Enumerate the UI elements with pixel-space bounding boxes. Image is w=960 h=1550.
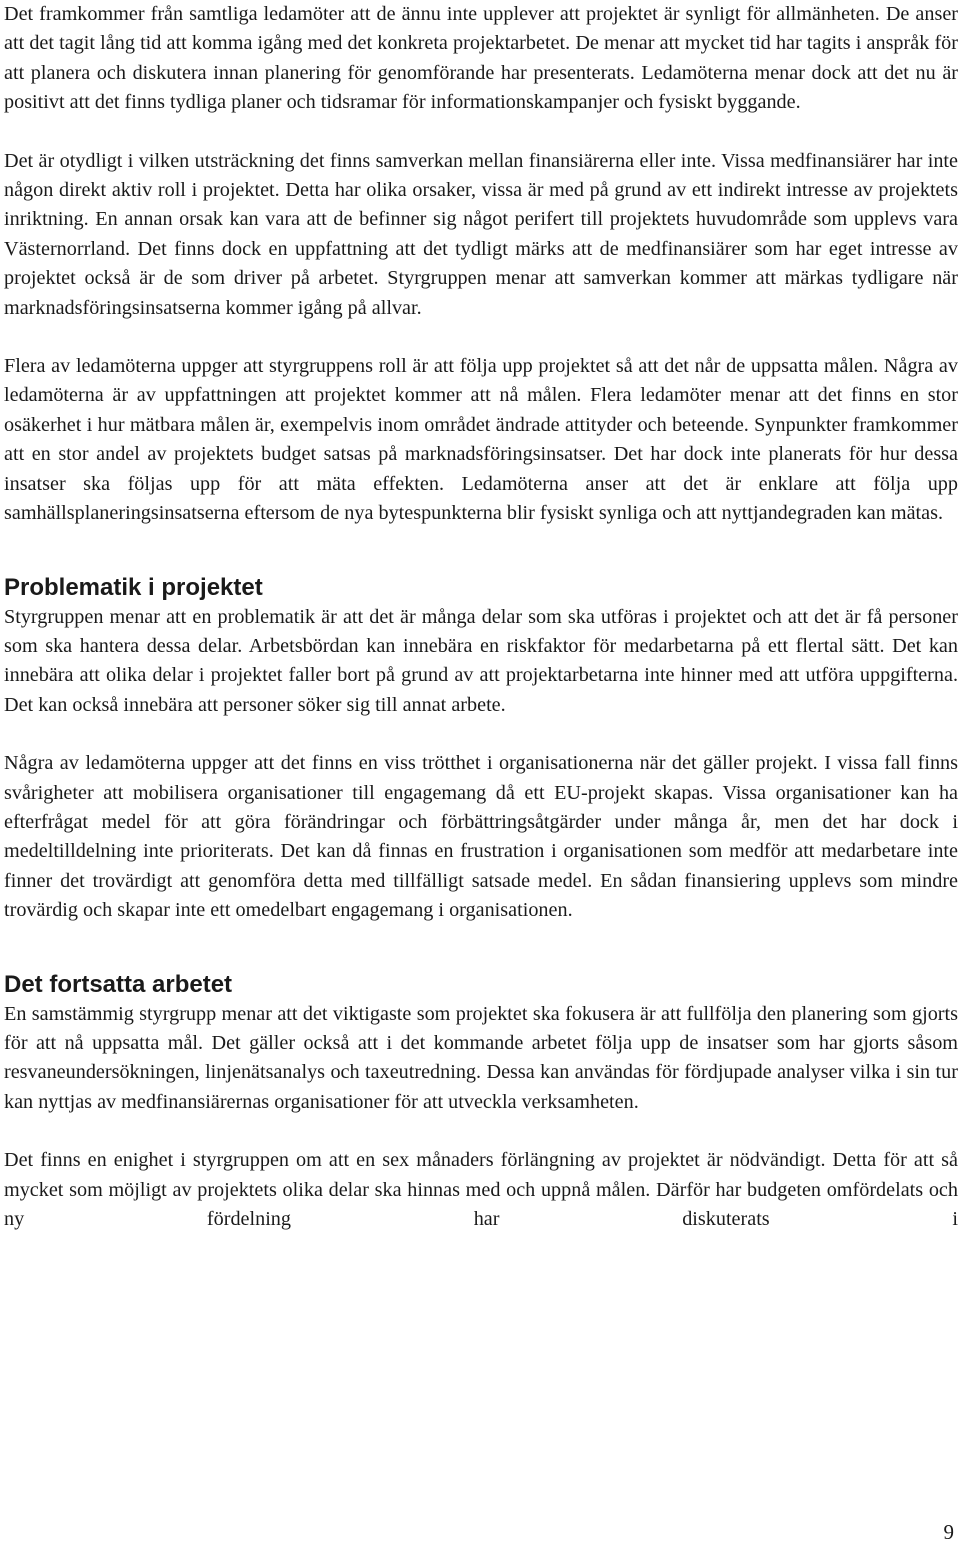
paragraph-gap (4, 323, 958, 352)
document-page (4, 0, 958, 1234)
paragraph-gap (4, 1117, 958, 1146)
section-gap (4, 926, 958, 970)
paragraph-samverkan: Det är otydligt i vilken utsträckning det finns samverkan mellan finansiärerna eller inte. Vissa medfinansiärer har inte någon direkt aktiv roll i projektet. Detta har olika orsaker, vissa är med på grund av ett indirekt intresse av projektets inriktning. En annan orsak kan vara att de befinner sig något perifert till projektets huvudområde som upplevs vara Västernorrland. Det finns dock en uppfattning att det tydligt märks att de medfinansiärer som har eget intresse av projektet också är de som driver på arbetet. Styrgruppen menar att samverkan kommer att märkas tydligare när marknadsföringsinsatserna kommer igång på allvar. (4, 149, 958, 319)
paragraph-synlighet: Det framkommer från samtliga ledamöter att de ännu inte upplever att projektet är synligt för allmänheten. De anser att det tagit lång tid att komma igång med det konkreta projektarbetet. De menar att mycket tid har tagits i anspråk för att planera och diskutera innan planering för genomförande har presenterats. Ledamöterna menar dock att det nu är positivt att det finns tydliga planer och tidsramar för informationskampanjer och fysiskt byggande. (4, 3, 958, 114)
heading-problematik: Problematik i projektet (4, 573, 263, 601)
heading-fortsatta-arbetet: Det fortsatta arbetet (4, 970, 233, 998)
section-gap (4, 529, 958, 573)
paragraph-fortsatta-2: Det finns en enighet i styrgruppen om att en sex månaders förlängning av projektet är nödvändigt. Detta för att så mycket som möjligt av projektets olika delar ska hinnas med och uppnå målen. Därför har budgeten omfördelats och ny fördelning har diskuterats i (4, 1149, 958, 1230)
paragraph-fortsatta-1: En samstämmig styrgrupp menar att det viktigaste som projektet ska fokusera är att fullfölja den planering som gjorts för att nå uppsatta mål. Det gäller också att i det kommande arbetet följa upp de insatser som har gjorts såsom resvaneundersökningen, linjenätsanalys och taxeutredning. Dessa kan användas för fördjupade analyser vilka i sin tur kan nyttjas av medfinansiärernas organisationer för att utveckla verksamheten. (4, 1002, 958, 1113)
paragraph-styrgruppens-roll: Flera av ledamöterna uppger att styrgruppens roll är att följa upp projektet så att det når de uppsatta målen. Några av ledamöterna är av uppfattningen att projektet kommer att nå målen. Flera ledamöter menar att det finns en stor osäkerhet i hur mätbara målen är, exempelvis inom området ändrade attityder och beteende. Synpunkter framkommer att en stor andel av projektets budget satsas på marknadsföringsinsatser. Det har dock inte planerats för hur dessa insatser ska följas upp för att mäta effekten. Ledamöterna anser att det är enklare att följa upp samhällsplaneringsinsatserna eftersom de nya bytespunkterna blir fysiskt synliga och att nyttjandegraden kan mätas. (4, 355, 958, 525)
paragraph-gap (4, 720, 958, 749)
page-number: 9 (943, 1520, 954, 1544)
paragraph-gap (4, 118, 958, 147)
paragraph-problematik-2: Några av ledamöterna uppger att det finns en viss trötthet i organisationerna när det gäller projekt. I vissa fall finns svårigheter att mobilisera organisationer till engagemang då ett EU-projekt skapas. Vissa organisationer kan ha efterfrågat medel för att göra förändringar och förbättringsåtgärder under många år, men det har dock i medeltilldelning inte prioriterats. Det kan då finnas en frustration i organisationen som medför att medarbetare inte finner det trovärdigt att genomföra detta med tillfälligt satsade medel. En sådan finansiering upplevs som mindre trovärdig och skapar inte ett omedelbart engagemang i organisationen. (4, 752, 958, 922)
paragraph-problematik-1: Styrgruppen menar att en problematik är att det är många delar som ska utföras i projektet och att det är få personer som ska hantera dessa delar. Arbetsbördan kan innebära en riskfaktor för medarbetarna på ett flertal sätt. Det kan innebära att olika delar i projektet faller bort på grund av att projektarbetarna inte hinner med att utföra uppgifterna. Det kan också innebära att personer söker sig till annat arbete. (4, 605, 958, 716)
